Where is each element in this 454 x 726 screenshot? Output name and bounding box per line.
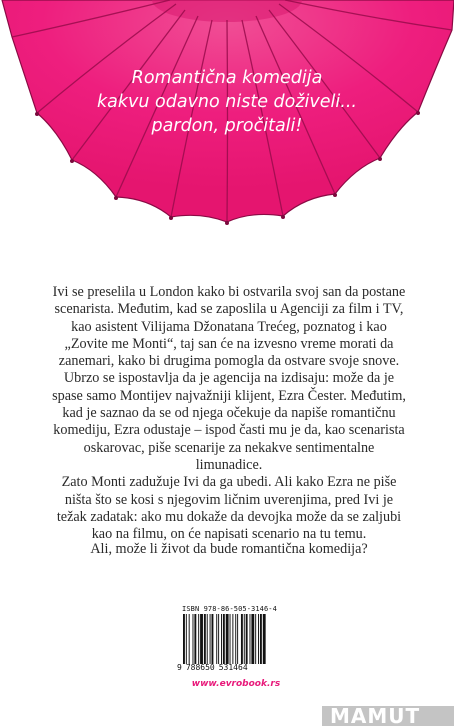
barcode-bar: [230, 614, 231, 664]
isbn-label: ISBN 978-86-505-3146-4: [182, 605, 277, 613]
tagline-line-3: pardon, pročitali!: [151, 116, 303, 136]
barcode-bar: [183, 614, 185, 664]
barcode-bar: [251, 614, 254, 664]
barcode-bar: [244, 614, 245, 664]
barcode-bar: [193, 614, 194, 664]
barcode-bar: [200, 614, 203, 664]
isbn-barcode: [183, 614, 283, 664]
barcode-bar: [241, 614, 243, 664]
barcode-bar: [198, 614, 199, 664]
barcode-digit-group-1: 788650: [185, 663, 215, 672]
barcode-bar: [232, 614, 233, 664]
tagline-line-1: Romantična komedija: [131, 68, 323, 88]
barcode-bar: [237, 614, 238, 664]
book-description: [52, 284, 406, 543]
barcode-bar: [189, 614, 190, 664]
barcode-digit-group-2: 531464: [218, 663, 248, 672]
barcode-bar: [221, 614, 222, 664]
description-paragraph-3: Zato Monti zadužuje Ivi da ga ubedi. Ali kako Ezra ne piše ništa što se kosi s njegovim ličnim uverenjima, pred Ivi je težak zadatak: ako mu dokaže da devojka može da se zaljubi kao na filmu, on će napisati scenario na tu temu.: [56, 474, 402, 543]
barcode-bar: [210, 614, 211, 664]
barcode-bar: [186, 614, 187, 664]
barcode-bar: [258, 614, 259, 664]
description-paragraph-2: Ubrzo se ispostavlja da je agencija na izdisaju: može da je spase samo Montijev najvažniji klijent, Ezra Čester. Međutim, kad je saznao da se od njega očekuje da napiše romantičnu komediju, Ezra odustaje – ispod časti mu je da, kao scenarista oskarovac, piše scenarije za nekakve sentimentalne limunadice.: [52, 370, 406, 473]
barcode-bar: [263, 614, 266, 664]
barcode-bar: [255, 614, 256, 664]
publisher-website: www.evrobook.rs: [191, 679, 281, 689]
barcode-bar: [235, 614, 236, 664]
closing-question: Ali, može li život da bude romantična komedija?: [90, 541, 368, 557]
description-paragraph-1: Ivi se preselila u London kako bi ostvarila svoj san da postane scenarista. Međutim, kad se zaposlila u Agenciji za film i TV, kao asistent Vilijama Džonatana Trećeg, poznatog i kao „Zovite me Monti“, taj san će na izvesno vreme morati da zanemari, kako bi drugima pomogla da ostvare svoje snove.: [52, 284, 406, 370]
barcode-digits: [177, 663, 289, 672]
barcode-digit-lead: 9: [177, 663, 182, 672]
tagline-line-2: kakvu odavno niste doživeli...: [97, 92, 357, 112]
barcode-bar: [246, 614, 248, 664]
barcode-bar: [223, 614, 225, 664]
barcode-bar: [218, 614, 219, 664]
tagline: [60, 66, 394, 138]
barcode-bar: [216, 614, 217, 664]
barcode-bar: [212, 614, 214, 664]
barcode-bar: [250, 614, 251, 664]
barcode-bar: [194, 614, 196, 664]
barcode-bar: [260, 614, 262, 664]
barcode-bar: [226, 614, 229, 664]
watermark-logo: MAMUT: [322, 706, 454, 726]
barcode-bar: [207, 614, 208, 664]
barcode-bar: [204, 614, 206, 664]
